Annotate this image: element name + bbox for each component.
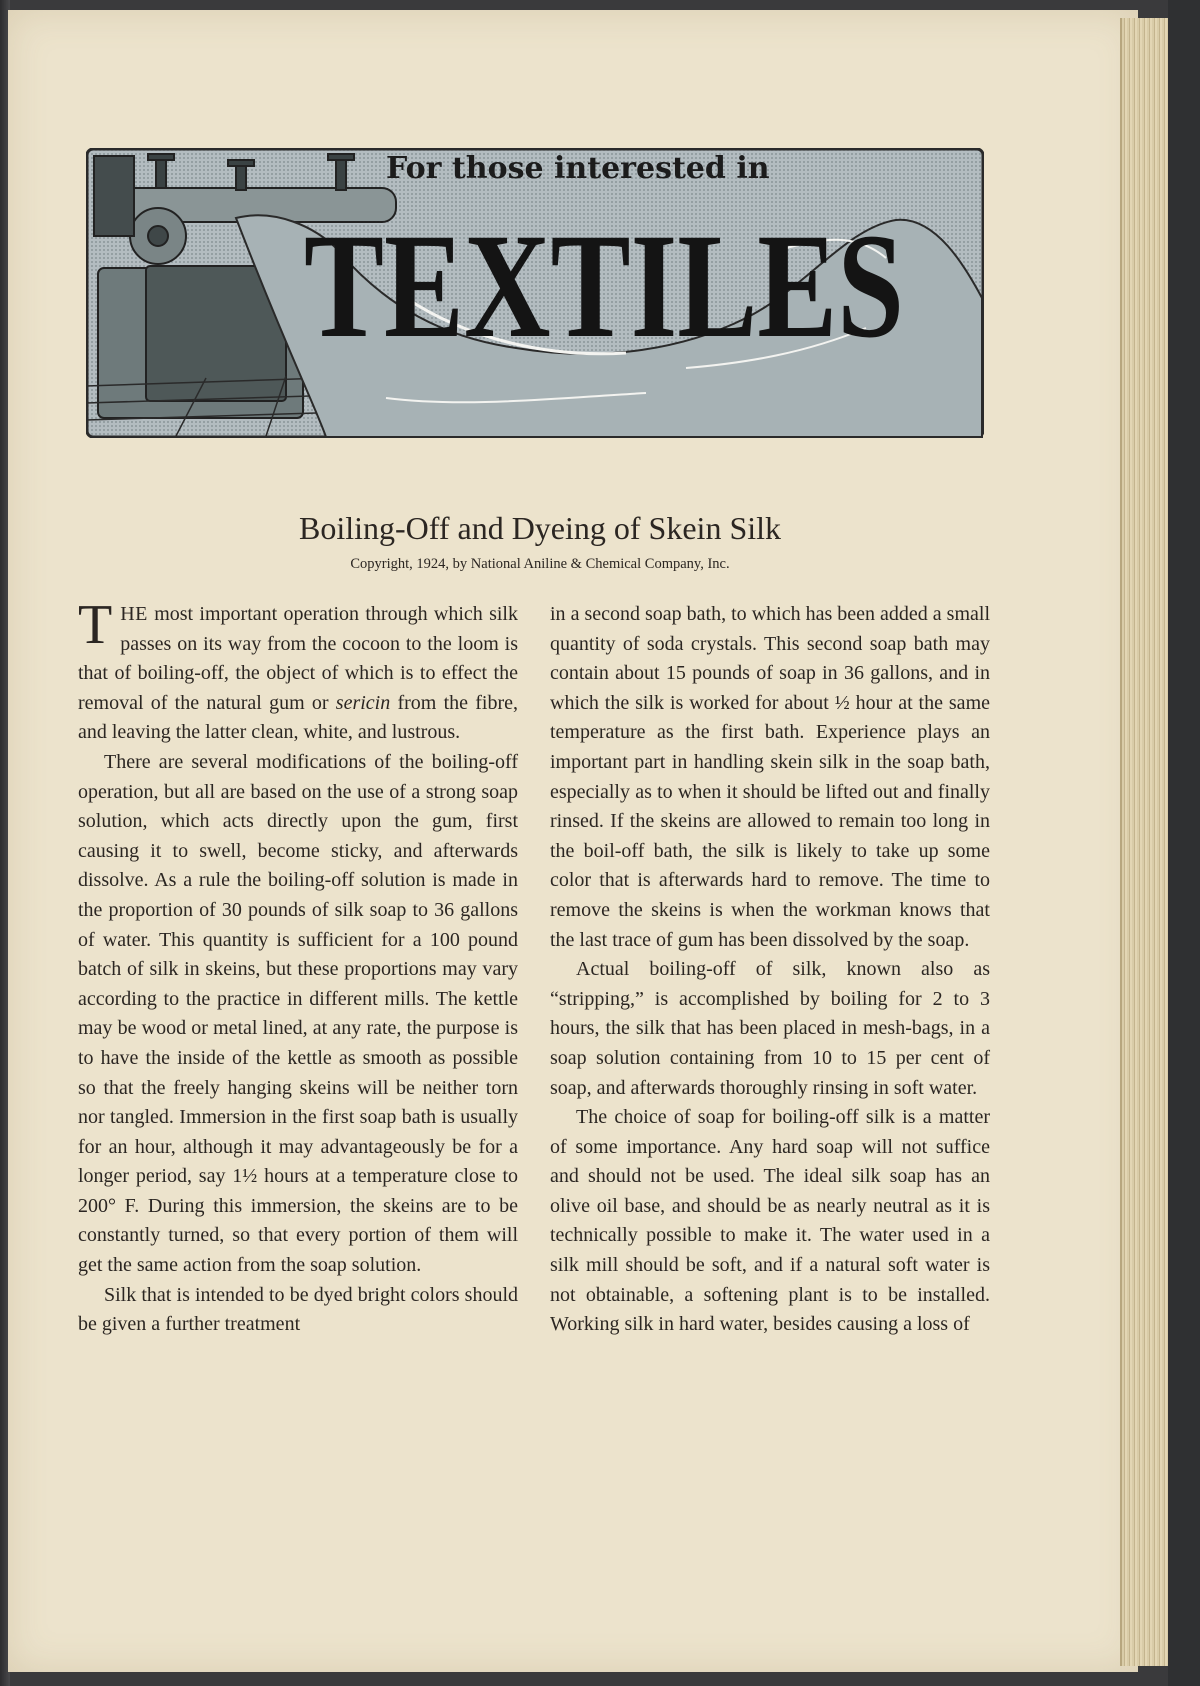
paragraph-2: There are several modifications of the boiling-off operation, but all are based on the use of a strong soap solution, which acts directly upon the gum, first causing it to swell, become sticky, and afterwards dissolve. As a rule the boiling-off solution is made in the proportion of 30 pounds of silk soap to 36 gallons of water. This quantity is sufficient for a 100 pound batch of silk in skeins, but these proportions may vary according to the practice in different mills. The kettle may be wood or metal lined, at any rate, the purpose is to have the inside of the kettle as smooth as possible so that the freely hanging skeins will be neither torn nor tangled. Immersion in the first soap bath is usually for an hour, although it may advantageously be for a longer period, say 1½ hours at a temperature close to 200° F. During this immersion, the skeins are to be constantly turned, so that every portion of them will get the same action from the soap solution. xyxy=(78,750,518,1277)
paragraph-1: THE most important operation through which silk passes on its way from the cocoon to the loom is that of boiling-off, the object of which is to effect the removal of the natural gum or sericin from the fibre, and leaving the latter clean, white, and lustrous. xyxy=(78,594,518,744)
page-edges xyxy=(1120,18,1170,1666)
banner-tagline: For those interested in xyxy=(386,151,770,186)
paragraph-3-continued: in a second soap bath, to which has been added a small quantity of soda crystals. This second soap bath may contain about 15 pounds of soap in 36 gallons, and in which the silk is worked for about ½ hour at the same temperature as the first bath. Experience plays an important part in handling skein silk in the soap bath, especially as to when it should be lifted out and finally rinsed. If the skeins are allowed to remain too long in the boil-off bath, the silk is likely to take up some color that is afterwards hard to remove. The time to remove the skeins is when the workman knows that the last trace of gum has been dissolved by the soap. xyxy=(550,603,990,951)
lead-in: HE xyxy=(120,603,148,625)
drop-cap: T xyxy=(78,594,113,656)
column-left xyxy=(78,594,518,1340)
copyright-line: Copyright, 1924, by National Aniline & Chemical Company, Inc. xyxy=(350,556,730,572)
paragraph-3: Silk that is intended to be dyed bright colors should be given a further treatment xyxy=(78,1283,518,1336)
article-title: Boiling-Off and Dyeing of Skein Silk xyxy=(298,510,782,546)
textiles-banner xyxy=(86,148,984,438)
column-right xyxy=(550,600,990,1340)
sericin-term: sericin xyxy=(335,691,391,714)
paragraph-5: The choice of soap for boiling-off silk is a matter of some importance. Any hard soap will not suffice and should not be used. The ideal silk soap has an olive oil base, and should be as nearly neutral as it is technically possible to make it. The water used in a silk mill should be soft, and if a natural soft water is not obtainable, a softening plant is to be installed. Working silk in hard water, besides causing a loss of xyxy=(550,1106,990,1336)
book-cover-edge xyxy=(1168,0,1200,1686)
banner-illustration xyxy=(86,148,984,438)
banner-heading: TEXTILES xyxy=(304,203,904,369)
paragraph-4: Actual boiling-off of silk, known also as “stripping,” is accomplished by boiling for 2 to 3 hours, the silk that has been placed in mesh-bags, in a soap solution containing from 10 to 15 per cent of soap, and afterwards thoroughly rinsing in soft water. xyxy=(550,958,990,1099)
